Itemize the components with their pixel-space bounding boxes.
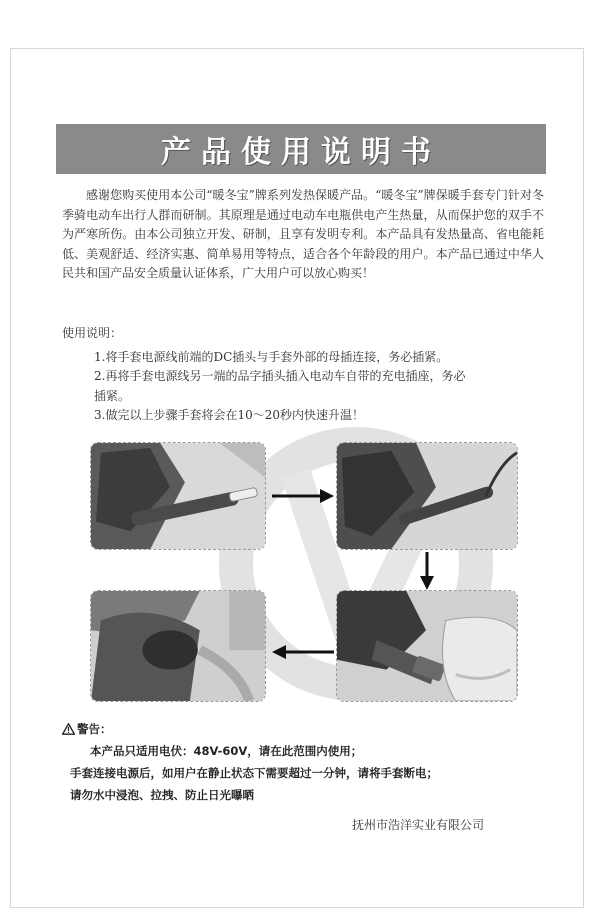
photo-step-1-dc-plug	[90, 442, 266, 550]
warning-section	[62, 718, 552, 806]
usage-step-1: 1.将手套电源线前端的DC插头与手套外部的母插连接，务必插紧。	[94, 349, 449, 364]
photo-step-3-charging-socket	[90, 590, 266, 702]
usage-step-2-continued: 插紧。	[94, 388, 131, 403]
arrow-right-icon	[272, 488, 334, 504]
warning-heading-row	[62, 718, 552, 740]
usage-instructions	[62, 324, 544, 426]
usage-step-3: 3.做完以上步骤手套将会在10～20秒内快速升温！	[94, 408, 364, 422]
arrow-down-icon	[419, 552, 435, 590]
intro-paragraph: 感谢您购买使用本公司“暖冬宝”牌系列发热保暖产品。“暖冬宝”牌保暖手套专门针对冬季骑电动车出行人群而研制。其原理是通过电动车电瓶供电产生热量，从而保护您的双手不为严寒所伤。由本公司独立开发、研制，且享有发明专利。本产品具有发热量高、省电能耗低、美观舒适、经济实惠、简单易用等特点，适合各个年龄段的用户。本产品已通过中华人民共和国产品安全质量认证体系，广大用户可以放心购买！	[62, 188, 544, 280]
photo-step-2-plug-inserted	[336, 442, 518, 550]
arrow-left-icon	[272, 644, 334, 660]
warning-care: 请勿水中浸泡、拉拽、防止日光曝晒	[70, 788, 254, 802]
photo-step-4-plug-in-hand	[336, 590, 518, 702]
warning-triangle-icon	[62, 723, 75, 735]
company-name: 抚州市浩洋实业有限公司	[352, 818, 485, 832]
usage-step-2: 2.再将手套电源线另一端的品字插头插入电动车自带的充电插座，务必	[94, 369, 466, 383]
document-title: 产品使用说明书	[161, 135, 441, 170]
title-banner	[56, 124, 546, 174]
warning-voltage: 本产品只适用电伏：48V-60V，请在此范围内使用；	[90, 744, 363, 758]
warning-power-off: 手套连接电源后，如用户在静止状态下需要超过一分钟，请将手套断电；	[70, 766, 438, 780]
warning-heading: 警告：	[77, 722, 112, 736]
usage-heading: 使用说明：	[62, 326, 123, 340]
